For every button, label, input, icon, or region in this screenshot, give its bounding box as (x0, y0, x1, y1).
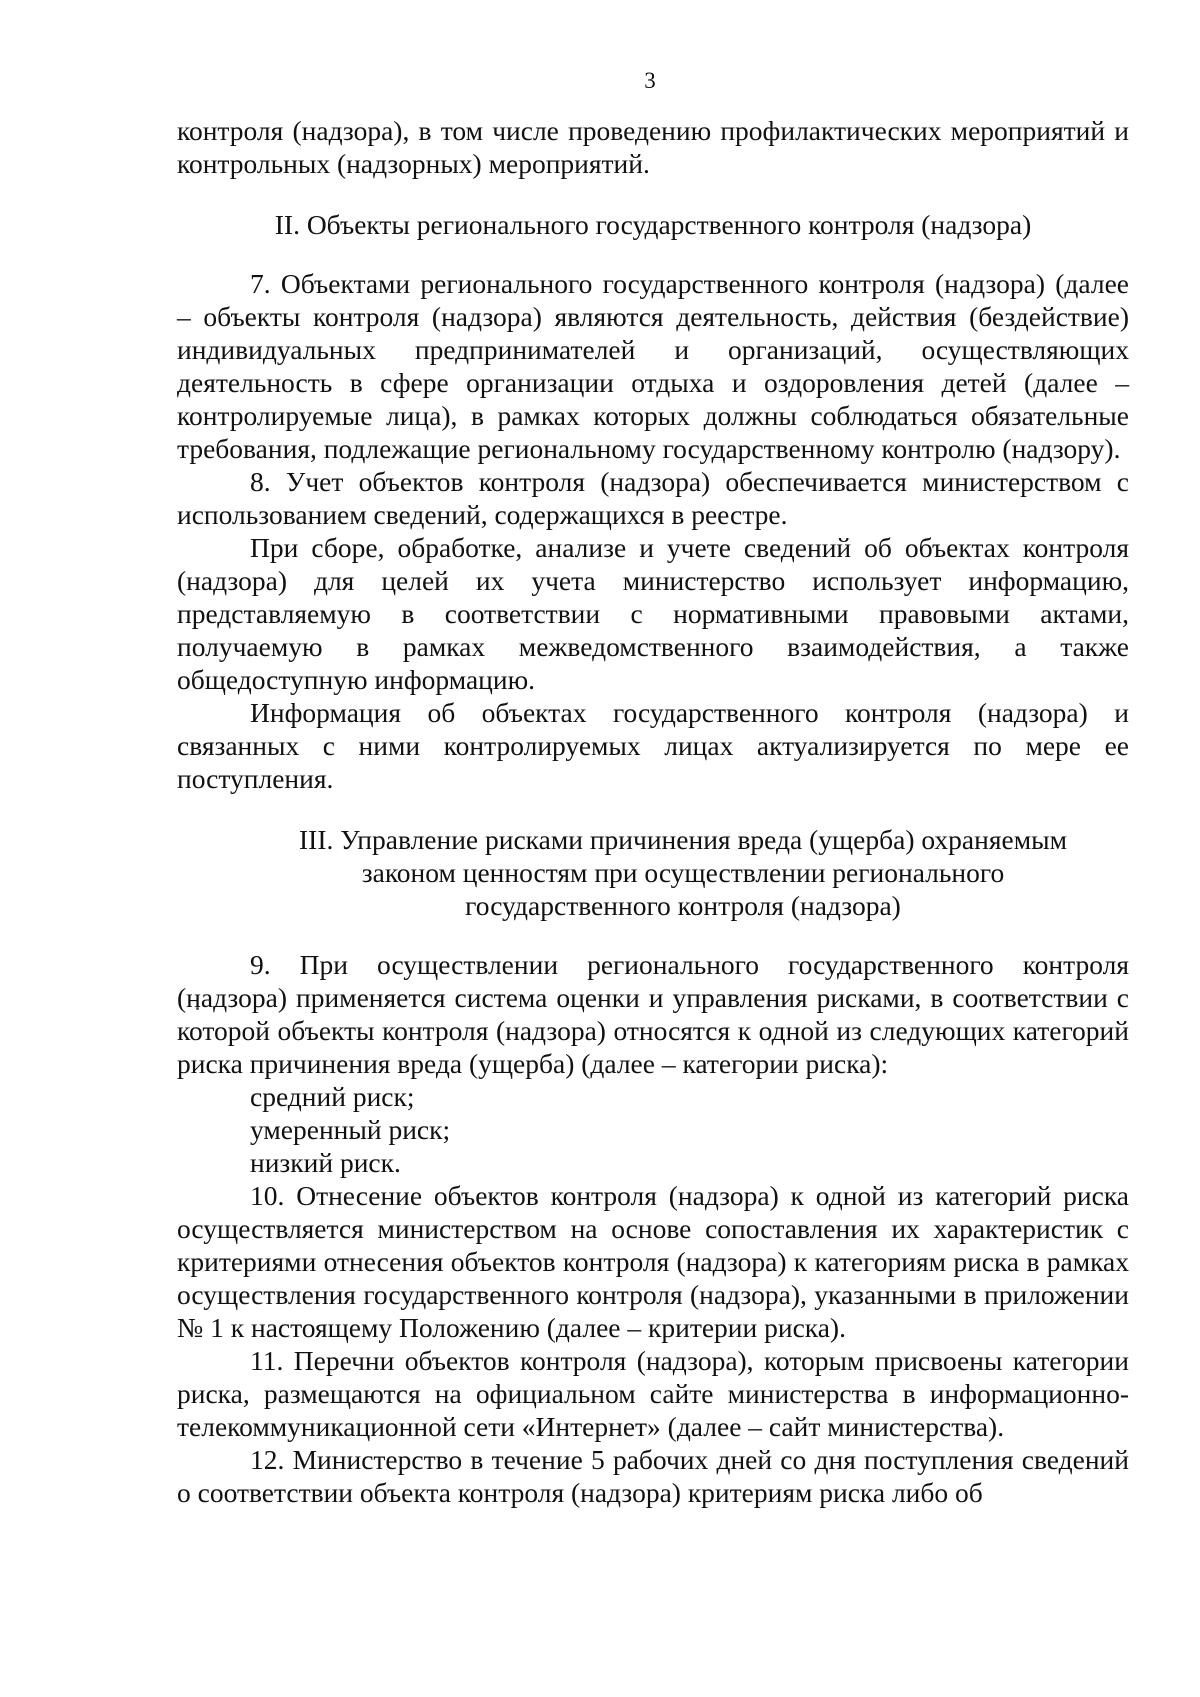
page-number: 3 (644, 68, 656, 93)
paragraph-11: 11. Перечни объектов контроля (надзора), которым присвоены категории риска, размещаются на официальном сайте министерства в информационно-телекоммуникационной сети «Интернет» (далее – сайт министерства). (177, 1345, 1129, 1442)
paragraph-7: 7. Объектами регионального государственного контроля (надзора) (далее – объекты контроля (надзора) являются деятельность, действия (бездействие) индивидуальных предпринимателей и организаций, осуществляющих деятельность в сфере организации отдыха и оздоровления детей (далее – контролируемые лица), в рамках которых должны соблюдаться обязательные требования, подлежащие региональному государственному контролю (надзору). (177, 268, 1129, 464)
section-3-heading-line-2: законом ценностям при осуществлении регионального (361, 857, 1005, 888)
paragraph-8-part-2: При сборе, обработке, анализе и учете сведений об объектах контроля (надзора) для целей их учета министерство использует информацию, представляемую в соответствии с нормативными правовыми актами, получаемую в рамках межведомственного взаимодействия, а также общедоступную информацию. (177, 532, 1129, 695)
section-2-heading: II. Объекты регионального государственного контроля (надзора) (274, 209, 1032, 240)
section-3-heading (177, 823, 1129, 922)
paragraph-9: 9. При осуществлении регионального государственного контроля (надзора) применяется система оценки и управления рисками, в соответствии с которой объекты контроля (надзора) относятся к одной из следующих категорий риска причинения вреда (ущерба) (далее – категории риска): (177, 949, 1129, 1079)
risk-item-low: низкий риск. (250, 1147, 401, 1178)
paragraph-12: 12. Министерство в течение 5 рабочих дней со дня поступления сведений о соответствии объекта контроля (надзора) критериям риска либо об (177, 1444, 1129, 1508)
paragraph-8: 8. Учет объектов контроля (надзора) обеспечивается министерством с использованием сведений, содержащихся в реестре. (177, 466, 1129, 530)
risk-item-medium: средний риск; (250, 1081, 415, 1112)
risk-category-list (177, 1080, 1129, 1179)
intro-paragraph: контроля (надзора), в том числе проведению профилактических мероприятий и контрольных (надзорных) мероприятий. (177, 115, 1129, 179)
document-body (177, 114, 1129, 1509)
paragraph-10: 10. Отнесение объектов контроля (надзора) к одной из категорий риска осуществляется министерством на основе сопоставления их характеристик с критериями отнесения объектов контроля (надзора) к категориям риска в рамках осуществления государственного контроля (надзора), указанными в приложении № 1 к настоящему Положению (далее – критерии риска). (177, 1180, 1129, 1343)
paragraph-8-part-3: Информация об объектах государственного контроля (надзора) и связанных с ними контролируемых лицах актуализируется по мере ее поступления. (177, 697, 1129, 794)
section-3-heading-line-3: государственного контроля (надзора) (465, 890, 901, 921)
section-3-heading-line-1: III. Управление рисками причинения вреда (ущерба) охраняемым (299, 824, 1067, 855)
risk-item-moderate: умеренный риск; (250, 1114, 451, 1145)
